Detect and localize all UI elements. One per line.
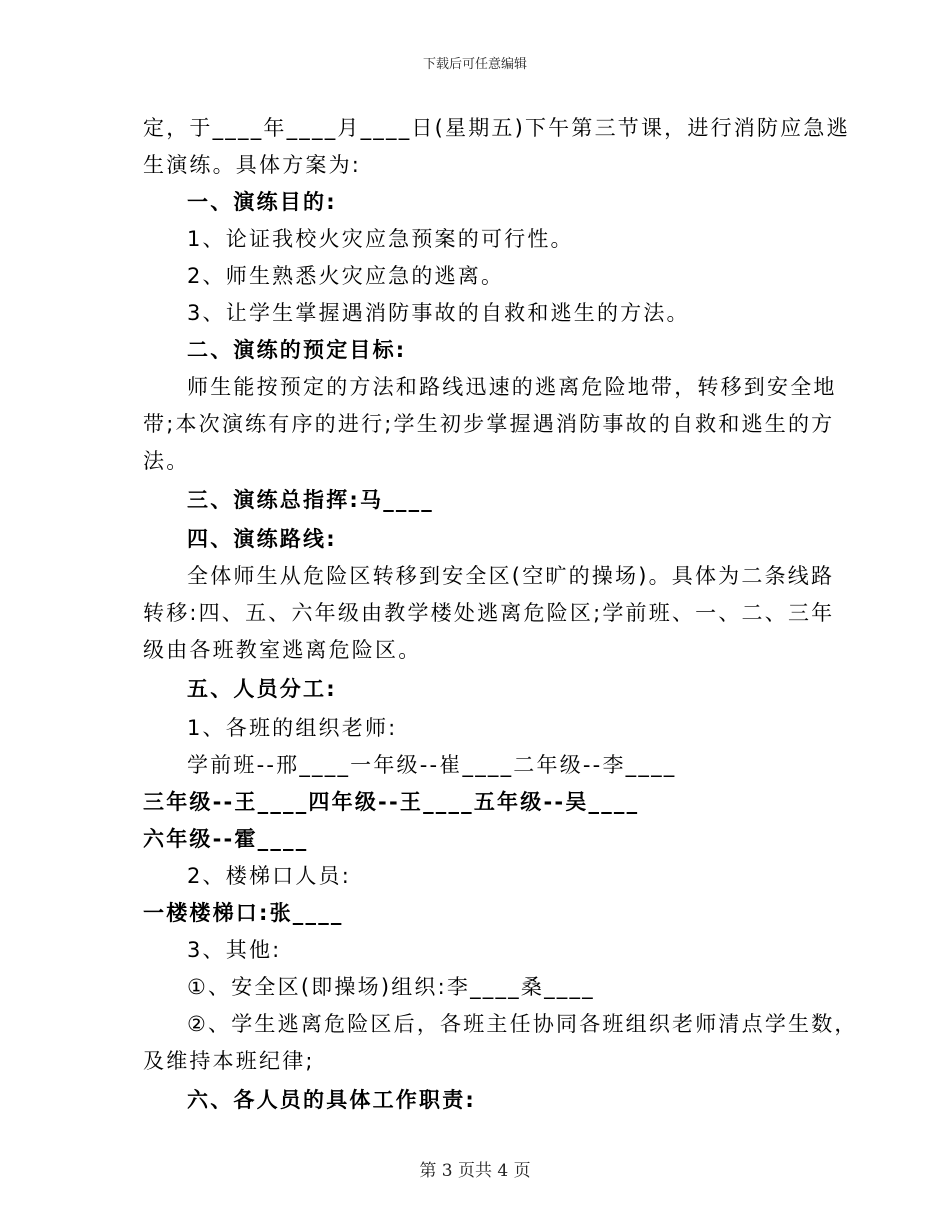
list-item: 3、其他: [187,938,282,962]
section-heading: 二、演练的预定目标: [187,338,407,362]
list-item: 3、让学生掌握遇消防事故的自救和逃生的方法。 [187,301,690,325]
list-item: 2、楼梯口人员: [187,864,352,888]
text-line: 三年级--王____四年级--王____五年级--吴____ [143,790,640,814]
text-line: 师生能按预定的方法和路线迅速的逃离危险地带，转移到安全地 [187,375,837,399]
section-heading: 五、人员分工: [187,677,337,701]
list-item: 1、论证我校火灾应急预案的可行性。 [187,227,574,251]
text-line: 生演练。具体方案为: [143,153,362,177]
document-body [143,110,858,1121]
text-line: 全体师生从危险区转移到安全区(空旷的操场)。具体为二条线路 [187,564,835,588]
text-line: 带;本次演练有序的进行;学生初步掌握遇消防事故的自救和逃生的方 [143,412,835,436]
list-item: ②、学生逃离危险区后，各班主任协同各班组织老师清点学生数， [187,1012,858,1036]
section-heading: 三、演练总指挥:马____ [187,488,434,512]
section-heading: 一、演练目的: [187,190,337,214]
text-line: 及维持本班纪律; [143,1049,315,1073]
text-line: 六年级--霍____ [143,827,309,851]
list-item: 1、各班的组织老师: [187,716,398,740]
text-line: 转移:四、五、六年级由教学楼处逃离危险区;学前班、一、二、三年 [143,601,835,625]
page-header: 下载后可任意编辑 [422,57,527,72]
text-line: 定，于____年____月____日(星期五)下午第三节课，进行消防应急逃 [143,116,850,140]
list-item: ①、安全区(即操场)组织:李____桑____ [187,975,595,999]
section-heading: 四、演练路线: [187,527,337,551]
section-heading: 六、各人员的具体工作职责: [187,1088,476,1112]
text-line: 级由各班教室逃离危险区。 [143,638,422,662]
page-footer: 第 3 页共 4 页 [419,1161,531,1181]
text-line: 学前班--邢____一年级--崔____二年级--李____ [187,753,677,777]
text-line: 法。 [143,449,190,473]
list-item: 2、师生熟悉火灾应急的逃离。 [187,264,505,288]
text-line: 一楼楼梯口:张____ [143,901,344,925]
